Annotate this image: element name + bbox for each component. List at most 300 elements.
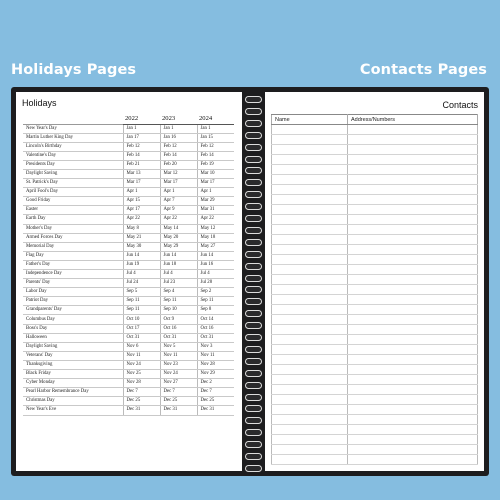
- contact-name-cell: [272, 195, 348, 205]
- contact-row: [272, 155, 478, 165]
- spiral-ring: [245, 227, 262, 234]
- holiday-name: Columbus Day: [23, 315, 123, 324]
- holiday-row: [23, 315, 234, 324]
- holiday-name: Halloween: [23, 333, 123, 342]
- holiday-name: Veterans' Day: [23, 351, 123, 360]
- contact-name-cell: [272, 255, 348, 265]
- holiday-date: Jul 4: [123, 270, 160, 279]
- holiday-date: Oct 14: [197, 315, 234, 324]
- contact-name-cell: [272, 405, 348, 415]
- contact-row: [272, 235, 478, 245]
- holiday-date: Jun 14: [160, 251, 197, 260]
- holiday-date: Sep 11: [123, 297, 160, 306]
- holiday-name: Memorial Day: [23, 242, 123, 251]
- planner-spread: [11, 87, 489, 476]
- contact-row: [272, 325, 478, 335]
- spiral-ring: [245, 239, 262, 246]
- contact-row: [272, 455, 478, 465]
- contact-name-cell: [272, 165, 348, 175]
- holidays-header-row: [23, 113, 234, 124]
- holiday-date: Apr 1: [123, 188, 160, 197]
- contact-name-cell: [272, 155, 348, 165]
- contact-row: [272, 365, 478, 375]
- contact-address-cell: [348, 375, 478, 385]
- contact-row: [272, 375, 478, 385]
- contact-address-cell: [348, 165, 478, 175]
- holiday-date: Nov 6: [123, 342, 160, 351]
- contact-row: [272, 195, 478, 205]
- contact-name-cell: [272, 235, 348, 245]
- holiday-date: Dec 25: [123, 397, 160, 406]
- contact-address-cell: [348, 245, 478, 255]
- contact-name-cell: [272, 445, 348, 455]
- contact-row: [272, 345, 478, 355]
- contact-name-cell: [272, 315, 348, 325]
- holiday-name: Flag Day: [23, 251, 123, 260]
- holiday-name: Valentine's Day: [23, 151, 123, 160]
- contact-name-cell: [272, 455, 348, 465]
- holiday-row: [23, 324, 234, 333]
- contact-row: [272, 265, 478, 275]
- spiral-ring: [245, 334, 262, 341]
- spiral-ring: [245, 108, 262, 115]
- holiday-row: [23, 242, 234, 251]
- contact-address-cell: [348, 355, 478, 365]
- holiday-row: [23, 151, 234, 160]
- spiral-ring: [245, 322, 262, 329]
- holiday-row: [23, 397, 234, 406]
- holiday-date: Jan 1: [197, 124, 234, 133]
- contact-address-cell: [348, 225, 478, 235]
- holiday-row: [23, 215, 234, 224]
- holiday-name: Good Friday: [23, 197, 123, 206]
- holiday-date: May 12: [197, 224, 234, 233]
- holiday-name: Martin Luther King Day: [23, 133, 123, 142]
- holiday-date: Dec 31: [197, 406, 234, 415]
- holiday-date: Feb 12: [197, 142, 234, 151]
- contact-name-cell: [272, 175, 348, 185]
- holiday-date: Sep 11: [197, 297, 234, 306]
- holiday-date: Nov 28: [123, 379, 160, 388]
- holiday-name: Parents' Day: [23, 279, 123, 288]
- holiday-name: Lincoln's Birthday: [23, 142, 123, 151]
- contacts-table-body: [272, 125, 478, 465]
- holiday-date: Jan 16: [160, 133, 197, 142]
- holidays-page-title: Holidays: [22, 98, 57, 108]
- holiday-row: [23, 260, 234, 269]
- spiral-ring: [245, 132, 262, 139]
- contact-address-cell: [348, 125, 478, 135]
- holiday-date: Jan 1: [160, 124, 197, 133]
- contact-address-cell: [348, 235, 478, 245]
- holiday-date: May 30: [123, 242, 160, 251]
- holiday-date: Nov 25: [123, 370, 160, 379]
- contact-address-cell: [348, 135, 478, 145]
- holiday-name: Earth Day: [23, 215, 123, 224]
- contact-row: [272, 285, 478, 295]
- holiday-date: Jul 4: [160, 270, 197, 279]
- holiday-row: [23, 224, 234, 233]
- holiday-date: Dec 7: [160, 388, 197, 397]
- spiral-ring: [245, 215, 262, 222]
- holiday-name: Patriot Day: [23, 297, 123, 306]
- holiday-date: Mar 31: [197, 206, 234, 215]
- contact-row: [272, 165, 478, 175]
- contact-row: [272, 435, 478, 445]
- contact-row: [272, 315, 478, 325]
- holiday-row: [23, 297, 234, 306]
- holiday-date: Jan 15: [197, 133, 234, 142]
- holiday-row: [23, 197, 234, 206]
- contact-name-cell: [272, 145, 348, 155]
- holiday-date: Sep 2: [197, 288, 234, 297]
- holiday-row: [23, 124, 234, 133]
- contact-name-cell: [272, 365, 348, 375]
- contact-name-cell: [272, 375, 348, 385]
- holiday-name: St. Patrick's Day: [23, 179, 123, 188]
- holiday-date: Apr 22: [160, 215, 197, 224]
- holiday-date: Sep 11: [123, 306, 160, 315]
- contact-name-cell: [272, 265, 348, 275]
- year-header: 2023: [160, 113, 197, 124]
- contact-address-cell: [348, 185, 478, 195]
- holidays-page: [16, 92, 242, 471]
- holiday-row: [23, 206, 234, 215]
- contact-address-cell: [348, 445, 478, 455]
- spiral-ring: [245, 96, 262, 103]
- spiral-ring: [245, 298, 262, 305]
- holiday-date: Jul 23: [160, 279, 197, 288]
- holiday-date: Nov 3: [197, 342, 234, 351]
- contact-name-cell: [272, 295, 348, 305]
- holiday-date: Feb 12: [123, 142, 160, 151]
- spiral-ring: [245, 405, 262, 412]
- holiday-date: Nov 11: [197, 351, 234, 360]
- spiral-ring: [245, 144, 262, 151]
- spiral-ring: [245, 263, 262, 270]
- contact-name-cell: [272, 275, 348, 285]
- contacts-header-row: [272, 115, 478, 125]
- contact-name-cell: [272, 435, 348, 445]
- holiday-date: Apr 15: [123, 197, 160, 206]
- holiday-name: Boss's Day: [23, 324, 123, 333]
- holiday-date: Jun 19: [123, 260, 160, 269]
- contact-row: [272, 245, 478, 255]
- holiday-date: Nov 29: [197, 370, 234, 379]
- contacts-page-title: Contacts: [442, 100, 478, 110]
- contact-address-cell: [348, 335, 478, 345]
- contact-row: [272, 425, 478, 435]
- holiday-date: Feb 14: [160, 151, 197, 160]
- holiday-name: Mother's Day: [23, 224, 123, 233]
- holiday-date: Oct 31: [123, 333, 160, 342]
- spiral-ring: [245, 429, 262, 436]
- contacts-pages-caption: Contacts Pages: [359, 62, 487, 78]
- contact-name-cell: [272, 395, 348, 405]
- year-header: 2022: [123, 113, 160, 124]
- holiday-date: Feb 20: [160, 160, 197, 169]
- contact-row: [272, 185, 478, 195]
- holiday-date: Feb 12: [160, 142, 197, 151]
- contact-row: [272, 215, 478, 225]
- spiral-ring: [245, 465, 262, 472]
- contact-row: [272, 205, 478, 215]
- contact-name-cell: [272, 325, 348, 335]
- holiday-date: Jul 24: [123, 279, 160, 288]
- holiday-name: Christmas Day: [23, 397, 123, 406]
- spiral-ring: [245, 156, 262, 163]
- holiday-name: Independence Day: [23, 270, 123, 279]
- holiday-date: Dec 2: [197, 379, 234, 388]
- holiday-date: Nov 28: [197, 360, 234, 369]
- contact-name-cell: [272, 125, 348, 135]
- address-column-header: Address/Numbers: [348, 115, 478, 125]
- holiday-date: Jun 14: [197, 251, 234, 260]
- holiday-date: Jun 18: [160, 260, 197, 269]
- contact-address-cell: [348, 365, 478, 375]
- holiday-name: Father's Day: [23, 260, 123, 269]
- spiral-ring: [245, 441, 262, 448]
- holiday-name: Black Friday: [23, 370, 123, 379]
- holiday-name: April Fool's Day: [23, 188, 123, 197]
- contact-address-cell: [348, 205, 478, 215]
- contact-address-cell: [348, 405, 478, 415]
- holiday-row: [23, 306, 234, 315]
- contact-name-cell: [272, 225, 348, 235]
- contact-name-cell: [272, 285, 348, 295]
- holiday-row: [23, 379, 234, 388]
- holiday-row: [23, 288, 234, 297]
- contact-row: [272, 405, 478, 415]
- holiday-date: May 20: [160, 233, 197, 242]
- holiday-date: Apr 17: [123, 206, 160, 215]
- contact-row: [272, 135, 478, 145]
- holiday-name: Daylight Saving: [23, 169, 123, 178]
- holiday-row: [23, 406, 234, 415]
- holiday-name: Armed Forces Day: [23, 233, 123, 242]
- contact-address-cell: [348, 415, 478, 425]
- holiday-date: Apr 9: [160, 206, 197, 215]
- holiday-row: [23, 179, 234, 188]
- holiday-row: [23, 142, 234, 151]
- contact-row: [272, 385, 478, 395]
- spiral-ring: [245, 394, 262, 401]
- holiday-date: Jan 17: [123, 133, 160, 142]
- holiday-date: May 21: [123, 233, 160, 242]
- holiday-row: [23, 270, 234, 279]
- holiday-row: [23, 188, 234, 197]
- contact-row: [272, 255, 478, 265]
- holiday-name: New Year's Day: [23, 124, 123, 133]
- contact-name-cell: [272, 305, 348, 315]
- year-header: 2024: [197, 113, 234, 124]
- holiday-row: [23, 351, 234, 360]
- holiday-name: New Year's Eve: [23, 406, 123, 415]
- contact-address-cell: [348, 395, 478, 405]
- holiday-date: Sep 4: [160, 288, 197, 297]
- contact-address-cell: [348, 315, 478, 325]
- holiday-date: Oct 16: [160, 324, 197, 333]
- holiday-row: [23, 160, 234, 169]
- holiday-row: [23, 133, 234, 142]
- contact-address-cell: [348, 215, 478, 225]
- spiral-ring: [245, 203, 262, 210]
- contact-address-cell: [348, 195, 478, 205]
- holidays-pages-caption: Holidays Pages: [11, 62, 137, 78]
- contact-address-cell: [348, 305, 478, 315]
- holiday-date: Oct 9: [160, 315, 197, 324]
- holiday-date: Dec 25: [160, 397, 197, 406]
- contact-name-cell: [272, 415, 348, 425]
- contact-address-cell: [348, 275, 478, 285]
- holiday-date: May 29: [160, 242, 197, 251]
- holiday-date: Nov 5: [160, 342, 197, 351]
- contact-address-cell: [348, 155, 478, 165]
- contact-row: [272, 125, 478, 135]
- spiral-ring: [245, 382, 262, 389]
- contact-address-cell: [348, 175, 478, 185]
- holiday-date: Feb 19: [197, 160, 234, 169]
- holiday-row: [23, 251, 234, 260]
- holiday-date: Nov 23: [160, 360, 197, 369]
- holiday-date: Apr 1: [160, 188, 197, 197]
- holiday-date: Jul 28: [197, 279, 234, 288]
- contact-address-cell: [348, 295, 478, 305]
- holiday-row: [23, 370, 234, 379]
- contact-address-cell: [348, 385, 478, 395]
- spiral-ring: [245, 179, 262, 186]
- spiral-ring: [245, 346, 262, 353]
- holiday-date: Mar 17: [197, 179, 234, 188]
- contact-row: [272, 295, 478, 305]
- holiday-date: Jun 16: [197, 260, 234, 269]
- contact-name-cell: [272, 345, 348, 355]
- holiday-date: Mar 17: [160, 179, 197, 188]
- holiday-date: Feb 14: [197, 151, 234, 160]
- holiday-row: [23, 233, 234, 242]
- spiral-ring: [245, 120, 262, 127]
- contact-row: [272, 395, 478, 405]
- holiday-name: Thanksgiving: [23, 360, 123, 369]
- contacts-table: [271, 114, 478, 465]
- holiday-date: Apr 22: [197, 215, 234, 224]
- holiday-name-header: [23, 113, 123, 124]
- spiral-ring: [245, 358, 262, 365]
- holiday-date: Dec 31: [160, 406, 197, 415]
- holiday-date: Oct 17: [123, 324, 160, 333]
- contact-row: [272, 225, 478, 235]
- holidays-table: [23, 113, 234, 416]
- holiday-date: Apr 1: [197, 188, 234, 197]
- contact-name-cell: [272, 385, 348, 395]
- holiday-row: [23, 279, 234, 288]
- holiday-row: [23, 388, 234, 397]
- holiday-row: [23, 360, 234, 369]
- holiday-date: Nov 11: [160, 351, 197, 360]
- holiday-date: May 18: [197, 233, 234, 242]
- holiday-date: Jan 1: [123, 124, 160, 133]
- contact-name-cell: [272, 185, 348, 195]
- spiral-ring: [245, 310, 262, 317]
- contact-row: [272, 275, 478, 285]
- contact-row: [272, 175, 478, 185]
- holiday-name: Presidents Day: [23, 160, 123, 169]
- holiday-name: Labor Day: [23, 288, 123, 297]
- contact-row: [272, 445, 478, 455]
- holiday-date: Oct 10: [123, 315, 160, 324]
- contact-row: [272, 305, 478, 315]
- holiday-date: Dec 31: [123, 406, 160, 415]
- holiday-name: Pearl Harbor Remembrance Day: [23, 388, 123, 397]
- contact-row: [272, 145, 478, 155]
- holiday-date: Oct 31: [160, 333, 197, 342]
- holiday-row: [23, 342, 234, 351]
- contact-address-cell: [348, 145, 478, 155]
- holiday-date: Dec 25: [197, 397, 234, 406]
- spiral-ring: [245, 453, 262, 460]
- contact-address-cell: [348, 425, 478, 435]
- contact-name-cell: [272, 205, 348, 215]
- contact-address-cell: [348, 435, 478, 445]
- holiday-date: Dec 7: [123, 388, 160, 397]
- holiday-date: Nov 27: [160, 379, 197, 388]
- holiday-date: Dec 7: [197, 388, 234, 397]
- holiday-date: Feb 14: [123, 151, 160, 160]
- contact-address-cell: [348, 455, 478, 465]
- holiday-date: May 27: [197, 242, 234, 251]
- contact-address-cell: [348, 325, 478, 335]
- holiday-name: Grandparents' Day: [23, 306, 123, 315]
- contact-name-cell: [272, 335, 348, 345]
- contacts-page: [265, 92, 484, 471]
- holiday-date: Apr 7: [160, 197, 197, 206]
- holiday-date: Nov 11: [123, 351, 160, 360]
- holiday-date: Apr 22: [123, 215, 160, 224]
- holiday-date: Mar 13: [123, 169, 160, 178]
- holiday-name: Cyber Monday: [23, 379, 123, 388]
- holiday-date: Mar 10: [197, 169, 234, 178]
- spiral-binding: [242, 92, 265, 471]
- contact-address-cell: [348, 285, 478, 295]
- contact-row: [272, 415, 478, 425]
- holiday-date: May 14: [160, 224, 197, 233]
- spiral-ring: [245, 275, 262, 282]
- spiral-ring: [245, 286, 262, 293]
- spiral-ring: [245, 370, 262, 377]
- contact-row: [272, 355, 478, 365]
- holiday-date: Sep 8: [197, 306, 234, 315]
- name-column-header: Name: [272, 115, 348, 125]
- spiral-ring: [245, 417, 262, 424]
- holiday-date: Sep 10: [160, 306, 197, 315]
- contact-name-cell: [272, 425, 348, 435]
- holiday-row: [23, 333, 234, 342]
- holiday-date: Sep 5: [123, 288, 160, 297]
- holiday-date: Feb 21: [123, 160, 160, 169]
- contact-name-cell: [272, 355, 348, 365]
- contact-row: [272, 335, 478, 345]
- holiday-date: May 8: [123, 224, 160, 233]
- holiday-date: Jun 14: [123, 251, 160, 260]
- holiday-date: Sep 11: [160, 297, 197, 306]
- spiral-ring: [245, 251, 262, 258]
- holiday-date: Nov 24: [160, 370, 197, 379]
- contact-address-cell: [348, 345, 478, 355]
- contact-address-cell: [348, 265, 478, 275]
- holiday-date: Mar 12: [160, 169, 197, 178]
- holiday-date: Nov 24: [123, 360, 160, 369]
- contact-name-cell: [272, 135, 348, 145]
